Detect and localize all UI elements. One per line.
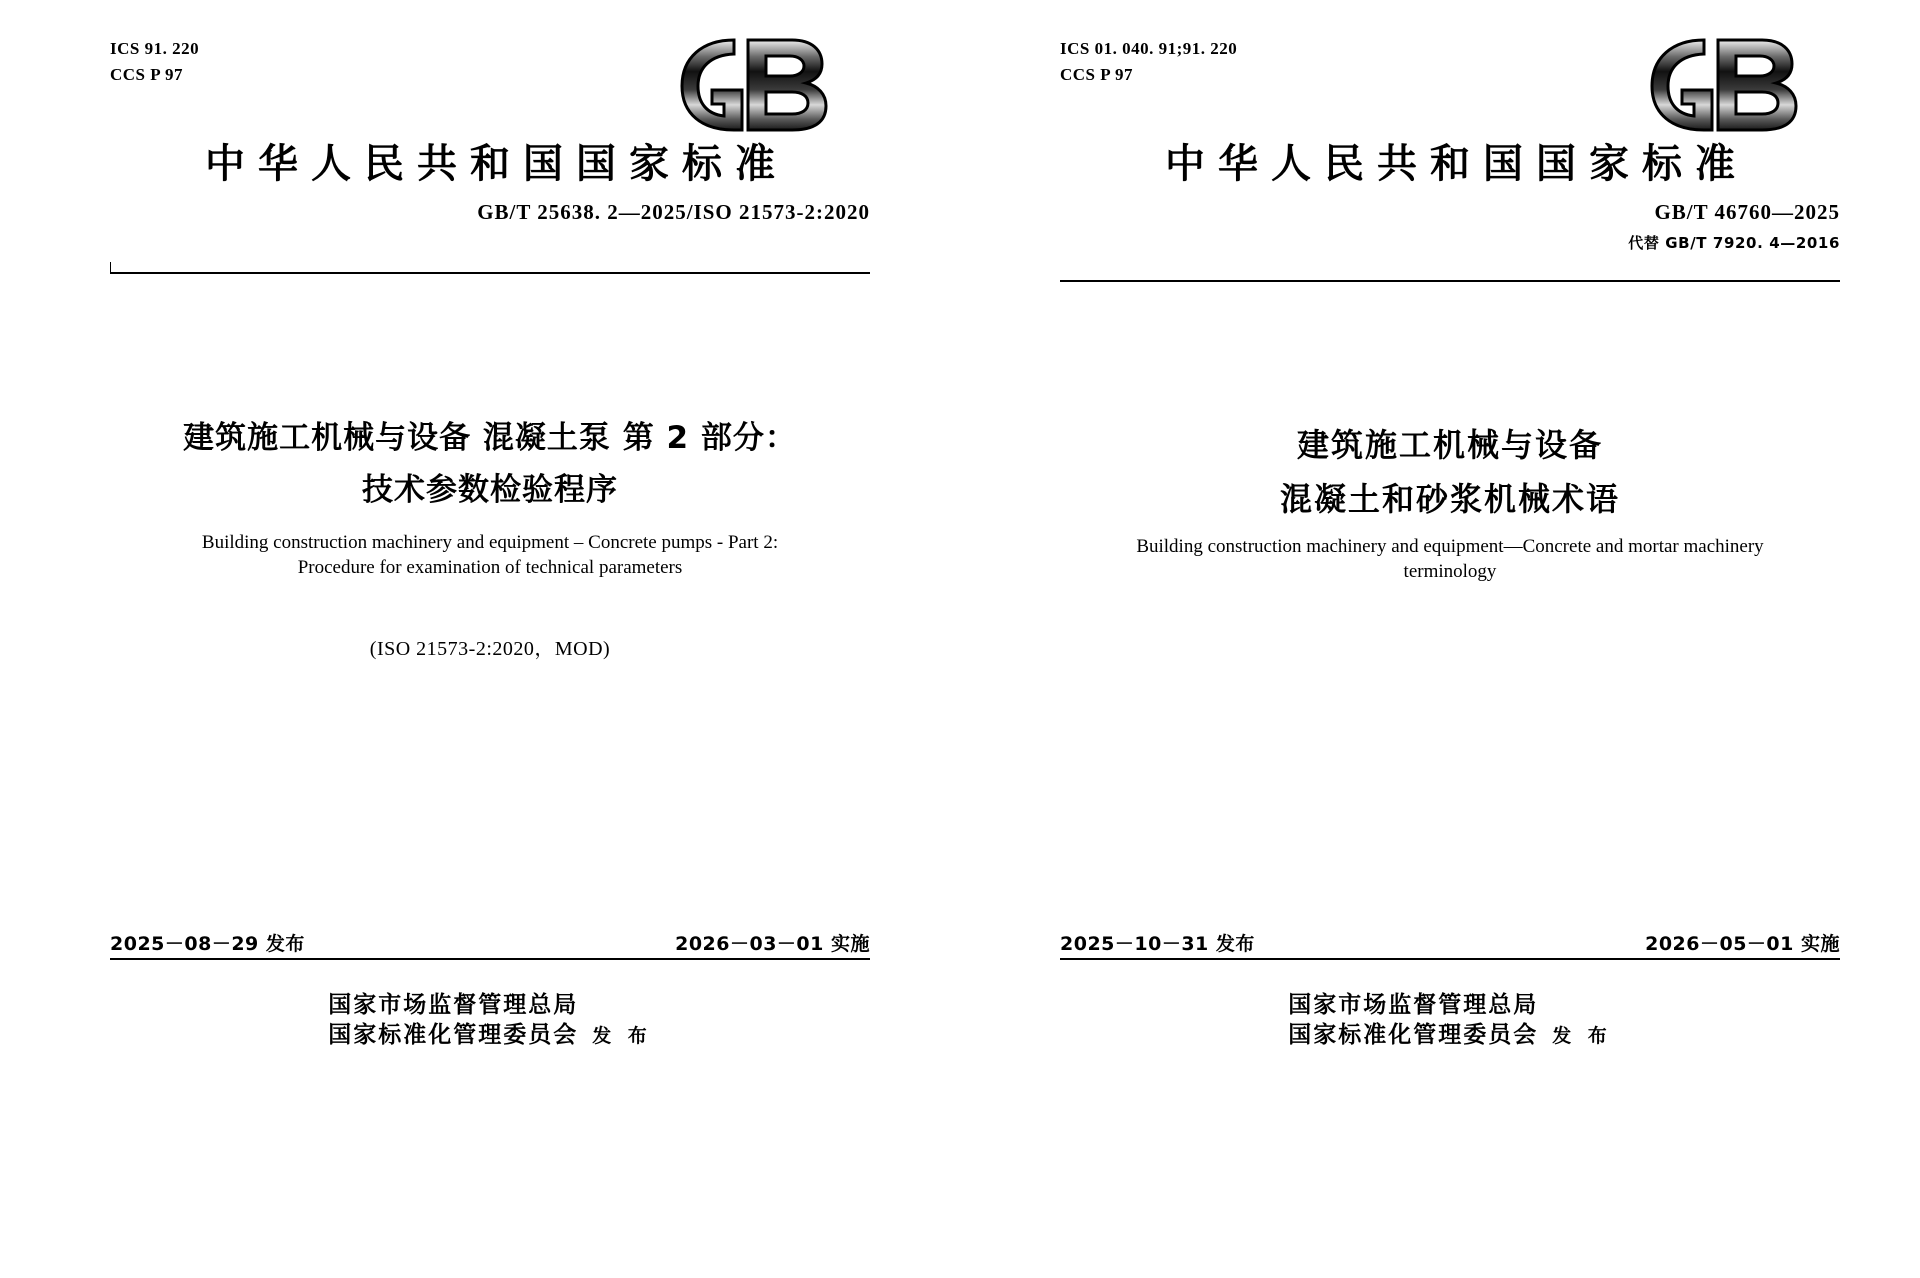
document-title-line-1: 建筑施工机械与设备 [1296, 426, 1603, 464]
issue-date: 2025－10－31 发布 [1060, 933, 1255, 955]
issuer-line-2: 国家标准化管理委员会 [1288, 1022, 1539, 1048]
issuing-authority [110, 990, 870, 1050]
document-title [110, 412, 870, 516]
issuing-authority [1060, 990, 1840, 1050]
footer-dates [1060, 929, 1840, 956]
iso-correspondence-note: (ISO 21573-2:2020，MOD) [369, 638, 611, 660]
issuer-names [328, 990, 578, 1050]
document-title-english-line-1: Building construction machinery and equipment – Concrete pumps - Part 2: [201, 532, 779, 553]
ccs-code: CCS P 97 [110, 65, 183, 84]
standard-cover-page-right [960, 0, 1920, 1278]
issuer-line-2: 国家标准化管理委员会 [328, 1022, 579, 1048]
classification-codes [1060, 36, 1237, 88]
implementation-date: 2026－05－01 实施 [1645, 933, 1840, 955]
standard-number: GB/T 25638. 2—2025/ISO 21573-2:2020 [477, 200, 870, 224]
ccs-code: CCS P 97 [1060, 65, 1133, 84]
document-title-english [170, 530, 810, 580]
document-title-english-line-1: Building construction machinery and equipment—Concrete and mortar machinery [1136, 536, 1764, 557]
national-standard-title: 中华人民共和国国家标准 [1165, 141, 1748, 187]
document-title-english [1090, 534, 1810, 584]
national-standard-title: 中华人民共和国国家标准 [205, 141, 788, 187]
gb-logo-icon [1626, 30, 1816, 138]
document-title-english-line-2: terminology [1403, 561, 1497, 582]
document-title-english-line-2: Procedure for examination of technical parameters [297, 557, 683, 578]
ics-code: ICS 91. 220 [110, 39, 200, 58]
document-title-line-2: 混凝土和砂浆机械术语 [1279, 480, 1620, 518]
issuer-line-1: 国家市场监督管理总局 [1288, 992, 1539, 1018]
ics-code: ICS 01. 040. 91;91. 220 [1060, 39, 1238, 58]
header-rule [1060, 280, 1840, 282]
footer-rule [1060, 958, 1840, 960]
implementation-date: 2026－03－01 实施 [675, 933, 870, 955]
footer-dates [110, 929, 870, 956]
gb-logo-icon [656, 30, 846, 138]
document-title [1060, 418, 1840, 526]
replaced-standard: 代替 GB/T 7920. 4—2016 [1628, 234, 1840, 252]
header-rule [110, 272, 870, 274]
issuer-line-1: 国家市场监督管理总局 [328, 992, 579, 1018]
classification-codes [110, 36, 199, 88]
standard-number: GB/T 46760—2025 [1654, 200, 1840, 224]
footer-rule [110, 958, 870, 960]
issuer-verb: 发 布 [1552, 1025, 1612, 1047]
issue-date: 2025－08－29 发布 [110, 933, 305, 955]
document-title-line-2: 技术参数检验程序 [362, 472, 618, 508]
document-title-line-1: 建筑施工机械与设备 混凝土泵 第 2 部分： [183, 420, 797, 456]
issuer-verb: 发 布 [592, 1025, 652, 1047]
issuer-names [1288, 990, 1538, 1050]
